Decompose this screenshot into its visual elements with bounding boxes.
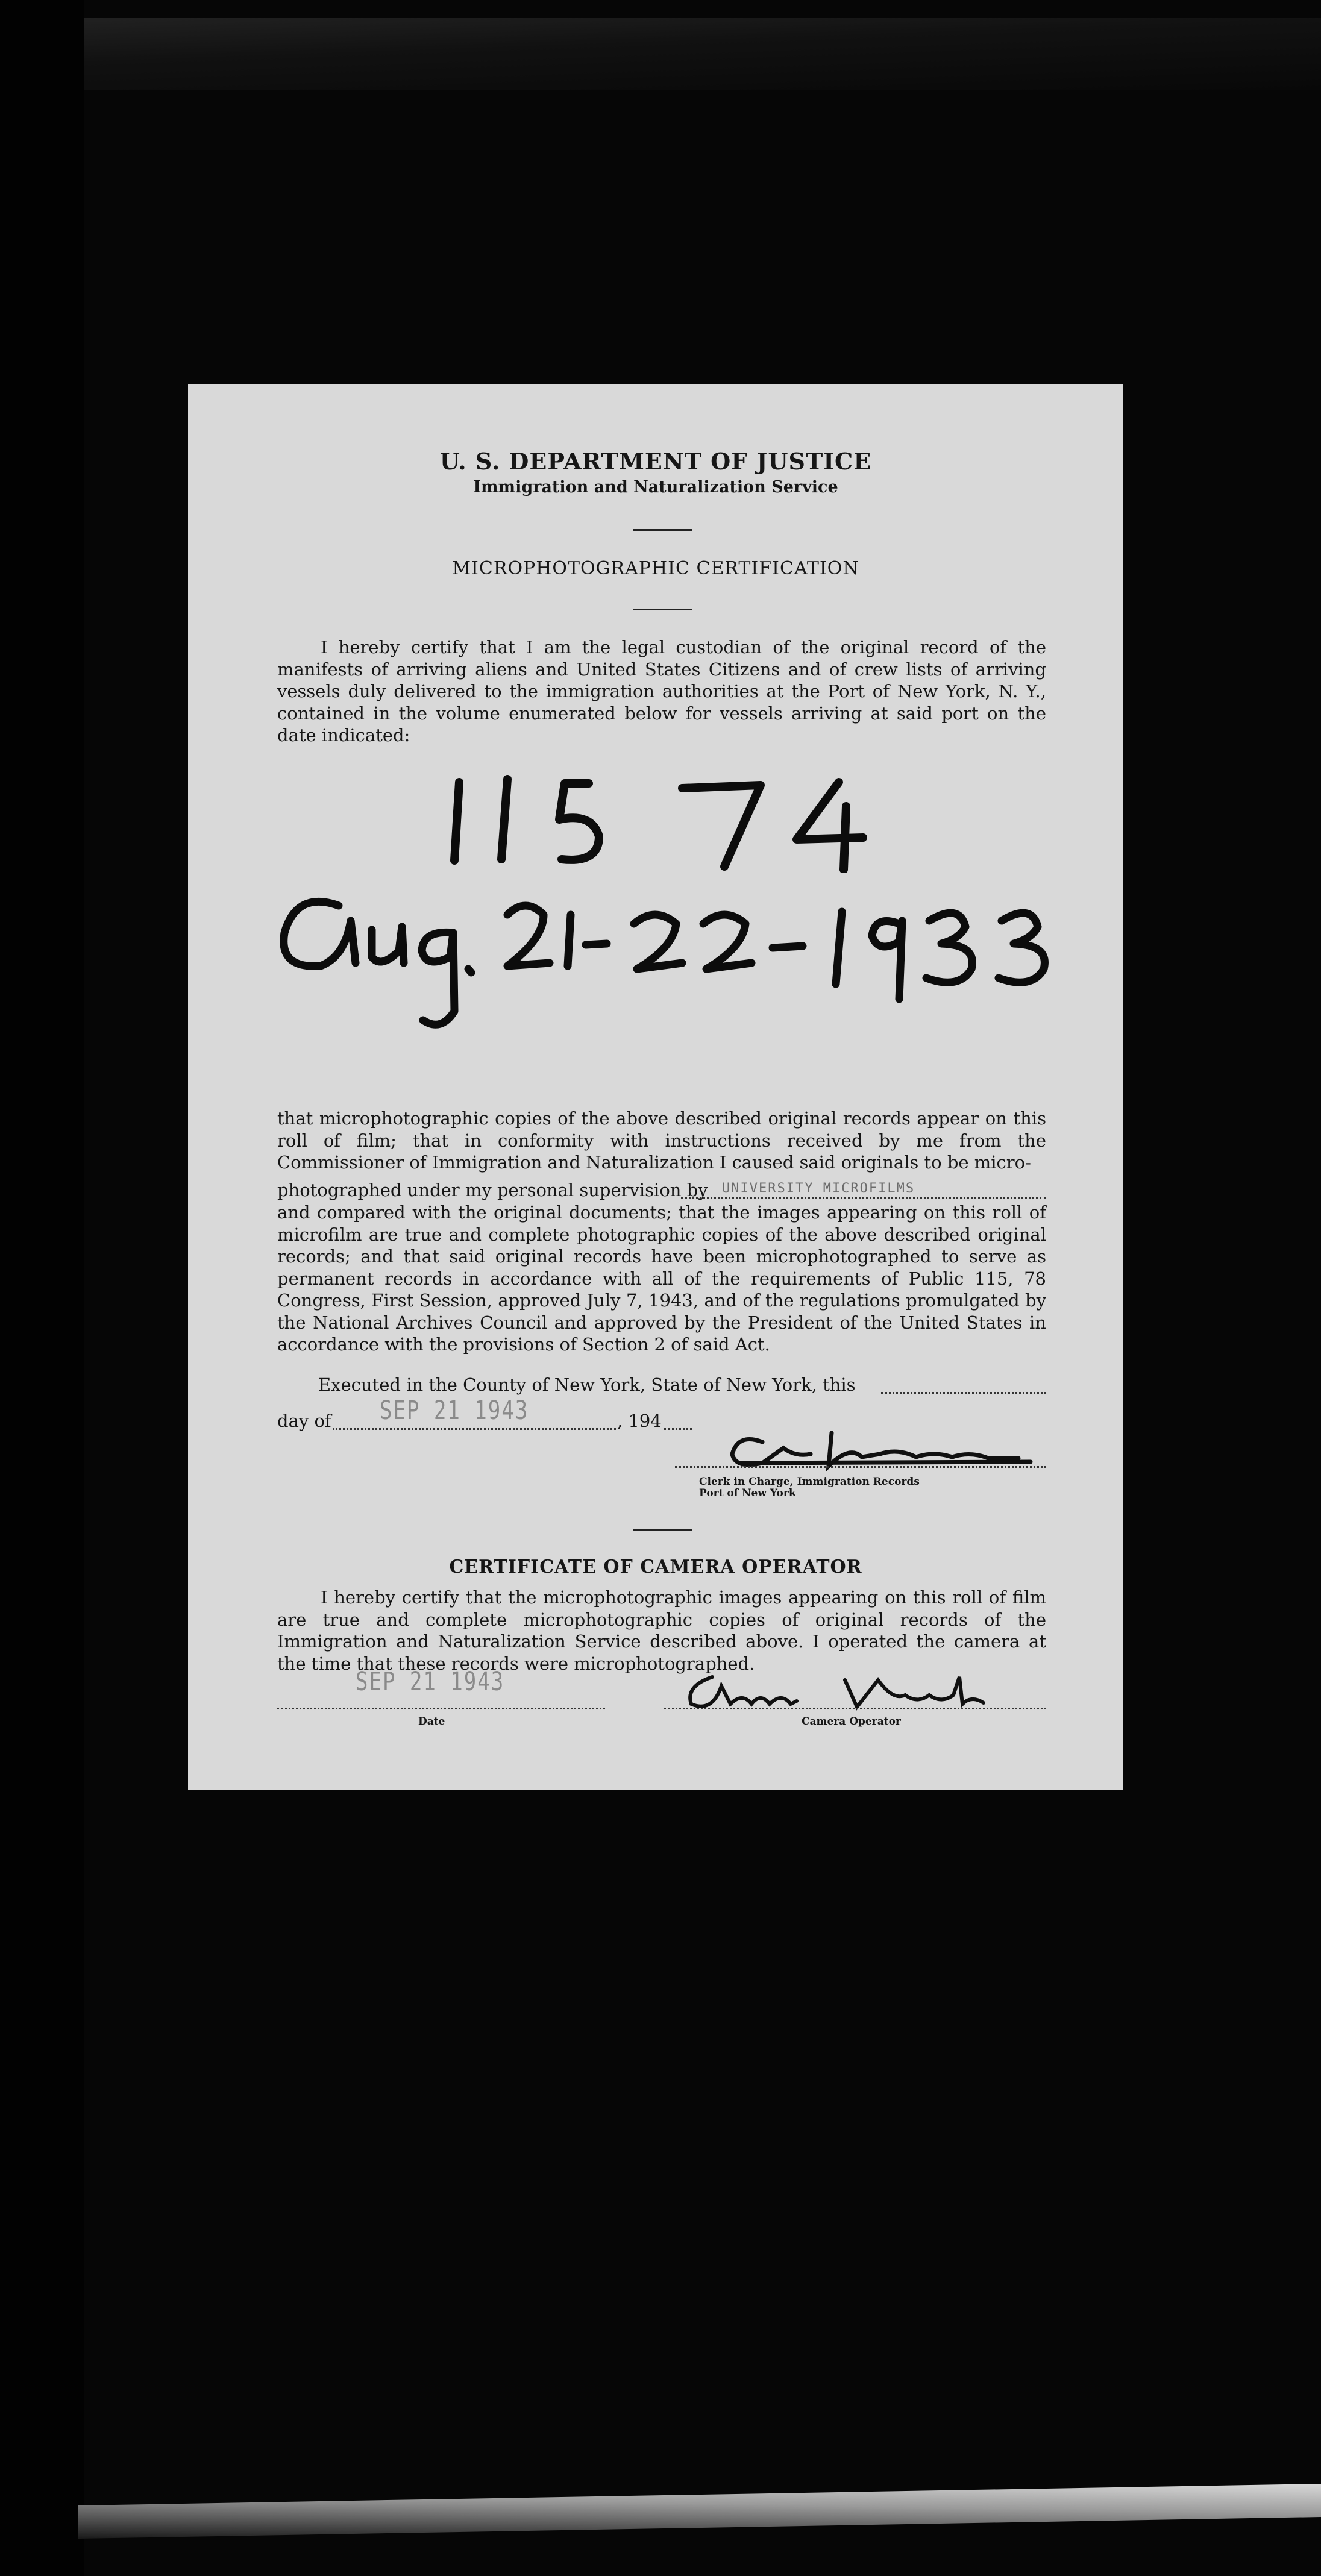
department-heading: U. S. DEPARTMENT OF JUSTICE [439,448,872,475]
camera-operator-caption: Camera Operator [802,1716,901,1728]
executed-text: Executed in the County of New York, State of New York, this [318,1374,856,1395]
date-stamp-1: SEP 21 1943 [380,1396,529,1426]
divider [633,529,692,531]
service-heading: Immigration and Naturalization Service [473,478,838,497]
body-paragraph-2: and compared with the original documents; that the images appearing on this roll of microfilm are true and complete photographic copies of the above described original records; and that said original records have been microphotographed to serve as permanent records in accordance with all of the requirements of Public 115, 78 Congress, First Session, approved July 7, 1943, and of the regulations promulgated by the National Archives Council and approved by the President of the United States in accordance with the provisions of Section 2 of said Act. [277,1202,1046,1355]
supervision-label: photographed under my personal supervision by [277,1180,708,1200]
camera-operator-line [664,1708,1046,1709]
clerk-signature-line [675,1466,1046,1468]
intro-paragraph: I hereby certify that I am the legal custodian of the original record of the manifests of arriving aliens and United States Citizens and of crew lists of arriving vessels duly delivered to the immigration authorities at the Port of New York, N. Y., contained in the volume enumerated below for vessels arriving at said port on the date indicated: [277,637,1046,745]
year-suffix: , 194 [617,1411,662,1431]
clerk-port: Port of New York [699,1487,796,1499]
certificate-page [188,384,1123,1790]
handwritten-volume-graphic [441,770,875,873]
camera-certificate-title: CERTIFICATE OF CAMERA OPERATOR [449,1556,862,1578]
film-bottom-edge [78,2484,1321,2539]
date-stamp-2: SEP 21 1943 [356,1667,505,1697]
date-line [277,1708,605,1709]
day-of-field [333,1428,616,1430]
body-paragraph-1: that microphotographic copies of the above described original records appear on this roll of film; that in conformity with instructions received by me from the Commissioner of Immigration and Naturalization I caused said originals to be micro- [277,1108,1046,1173]
date-caption: Date [418,1716,445,1728]
handwritten-date-graphic [260,879,1092,1041]
film-left-shade [0,0,84,2576]
handwritten-volume-number [441,770,875,873]
certification-title: MICROPHOTOGRAPHIC CERTIFICATION [452,558,859,579]
year-field [664,1428,692,1430]
supervision-field [681,1197,1046,1199]
film-top-edge [0,18,1321,90]
divider [633,609,692,610]
handwritten-date-range [260,879,1092,1041]
executed-day-field [881,1392,1046,1394]
camera-paragraph: I hereby certify that the microphotographic images appearing on this roll of film are true and complete microphotographic copies of original records of the Immigration and Naturalization Service described above. I operated the camera at the time that these records were microphotographed. [277,1587,1046,1674]
day-of-label: day of [277,1411,331,1431]
divider [633,1529,692,1531]
supervision-stamp: UNIVERSITY MICROFILMS [722,1181,915,1196]
clerk-title: Clerk in Charge, Immigration Records [699,1476,920,1488]
